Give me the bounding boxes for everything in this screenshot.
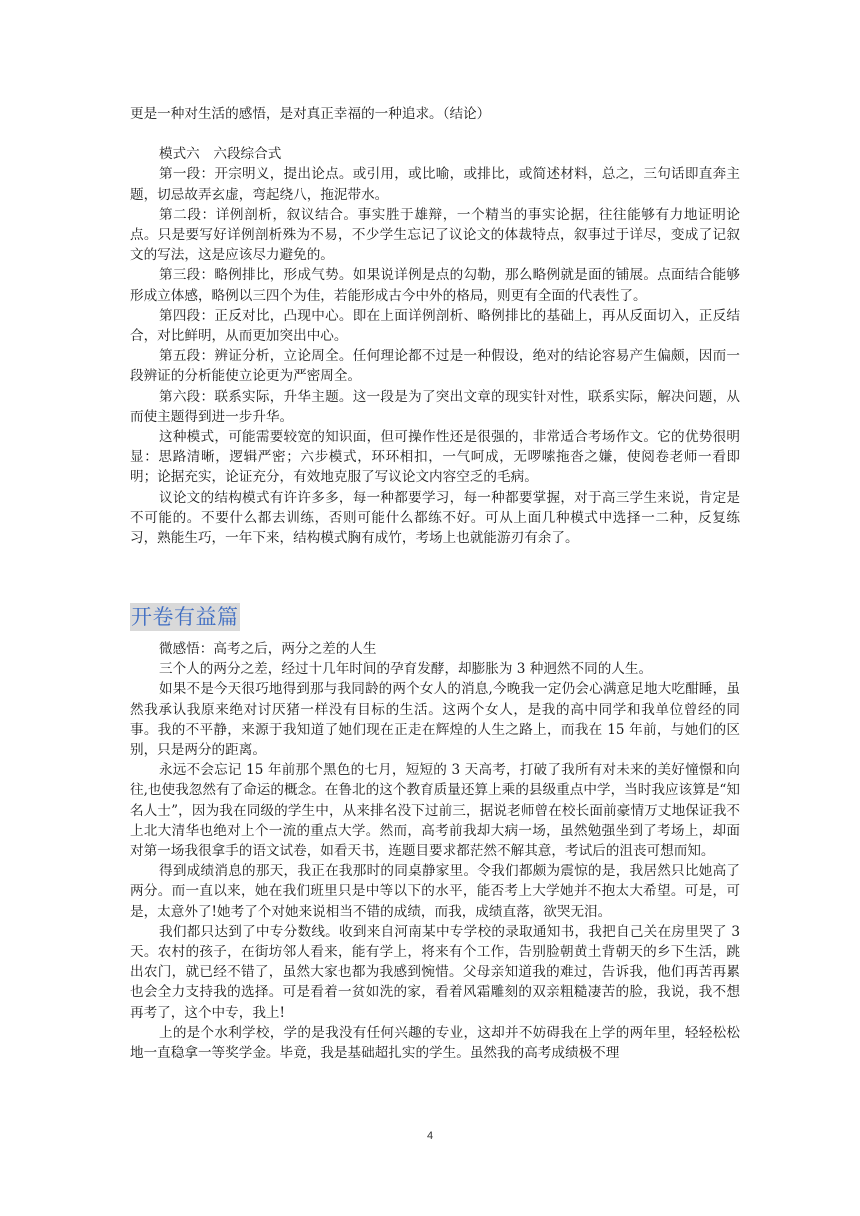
essay-title: 微感悟：高考之后，两分之差的人生 [159, 641, 377, 657]
mode6-title: 模式六 六段综合式 [159, 146, 282, 163]
page-number: 4 [426, 1130, 434, 1142]
mode6-paragraph: 这种模式，可能需要较宽的知识面，但可操作性还是很强的，非常适合考场作文。它的优势很明显：思路清晰，逻辑严密；六步模式，环环相扣，一气呵成，无啰嗦拖沓之嫌，使阅卷老师一看即明；论据充实，论证充分，有效地克服了写议论文内容空乏的毛病。 [130, 429, 740, 486]
mode6-paragraph: 第二段：详例剖析，叙议结合。事实胜于雄辩，一个精当的事实论据，往往能够有力地证明论点。只是要写好详例剖析殊为不易，不少学生忘记了议论文的体裁特点，叙事过于详尽，变成了记叙文的写法，这是应该尽力避免的。 [130, 206, 740, 264]
mode6-paragraph: 第一段：开宗明义，提出论点。或引用，或比喻，或排比，或简述材料，总之，三句话即直奔主题，切忌故弄玄虚，弯起绕八，拖泥带水。 [130, 166, 740, 203]
essay-paragraph: 上的是个水利学校，学的是我没有任何兴趣的专业，这却并不妨碍我在上学的两年里，轻轻松松地一直稳拿一等奖学金。毕竟，我是基础超扎实的学生。虽然我的高考成绩极不理 [130, 1024, 740, 1062]
essay-paragraph: 得到成绩消息的那天，我正在我那时的同桌静家里。令我们都颇为震惊的是，我居然只比她高了两分。而一直以来，她在我们班里只是中等以下的水平，能否考上大学她并不抱太大希望。可是，可是，太意外了!她考了个对她来说相当不错的成绩，而我，成绩直落，欲哭无泪。 [130, 863, 740, 920]
intro-line: 更是一种对生活的感悟，是对真正幸福的一种追求。（结论） [130, 106, 491, 122]
essay-paragraph: 永远不会忘记 15 年前那个黑色的七月，短短的 3 天高考，打破了我所有对未来的美好憧憬和向往,也使我忽然有了命运的概念。在鲁北的这个教育质量还算上乘的县级重点中学，当时我应该算是“知名人士”，因为我在同级的学生中，从来排名没下过前三，据说老师曾在校长面前豪情万丈地保证我不上北大清华也绝对上个一流的重点大学。然而，高考前我却大病一场，虽然勉强坐到了考场上，却面对第一场我很拿手的语文试卷，如看天书，连题目要求都茫然不解其意，考试后的沮丧可想而知。 [130, 762, 740, 860]
section-heading: 开卷有益篇 [131, 605, 239, 629]
mode6-paragraph: 第六段：联系实际，升华主题。这一段是为了突出文章的现实针对性，联系实际，解决问题，从而使主题得到进一步升华。 [130, 388, 740, 425]
mode6-paragraph: 议论文的结构模式有许许多多，每一种都要学习，每一种都要掌握，对于高三学生来说，肯定是不可能的。不要什么都去训练，否则可能什么都练不好。可从上面几种模式中选择一二种，反复练习，熟能生巧，一年下来，结构模式胸有成竹，考场上也就能游刃有余了。 [130, 489, 740, 547]
mode6-paragraph: 第三段：略例排比，形成气势。如果说详例是点的勾勒，那么略例就是面的铺展。点面结合能够形成立体感，略例以三四个为佳，若能形成古今中外的格局，则更有全面的代表性了。 [130, 267, 740, 304]
mode6-paragraph: 第五段：辨证分析，立论周全。任何理论都不过是一种假设，绝对的结论容易产生偏颇，因而一段辨证的分析能使立论更为严密周全。 [130, 348, 740, 385]
upper-text-block [130, 104, 740, 548]
section-heading-wrap [130, 603, 240, 631]
essay-paragraph: 如果不是今天很巧地得到那与我同龄的两个女人的消息,今晚我一定仍会心满意足地大吃酣睡，虽然我承认我原来绝对讨厌猪一样没有目标的生活。这两个女人，是我的高中同学和我单位曾经的同事。我的不平静，来源于我知道了她们现在正走在辉煌的人生之路上，而我在 15 年前，与她们的区别，只是两分的距离。 [130, 681, 740, 759]
essay-paragraph: 我们都只达到了中专分数线。收到来自河南某中专学校的录取通知书，我把自己关在房里哭了 3 天。农村的孩子，在街坊邻人看来，能有学上，将来有个工作，告别脸朝黄土背朝天的乡下生活，跳出农门，就已经不错了，虽然大家也都为我感到惋惜。父母亲知道我的难过，告诉我，他们再苦再累也会全力支持我的选择。可是看着一贫如洗的家，看着风霜雕刻的双亲粗糙凄苦的脸，我说，我不想再考了，这个中专，我上! [130, 923, 740, 1021]
essay-block [130, 639, 740, 1063]
mode6-paragraph: 第四段：正反对比，凸现中心。即在上面详例剖析、略例排比的基础上，再从反面切入，正反结合，对比鲜明，从而更加突出中心。 [130, 307, 740, 345]
spacer [130, 124, 740, 144]
essay-paragraph: 三个人的两分之差，经过十几年时间的孕育发酵，却膨胀为 3 种迥然不同的人生。 [159, 661, 653, 678]
